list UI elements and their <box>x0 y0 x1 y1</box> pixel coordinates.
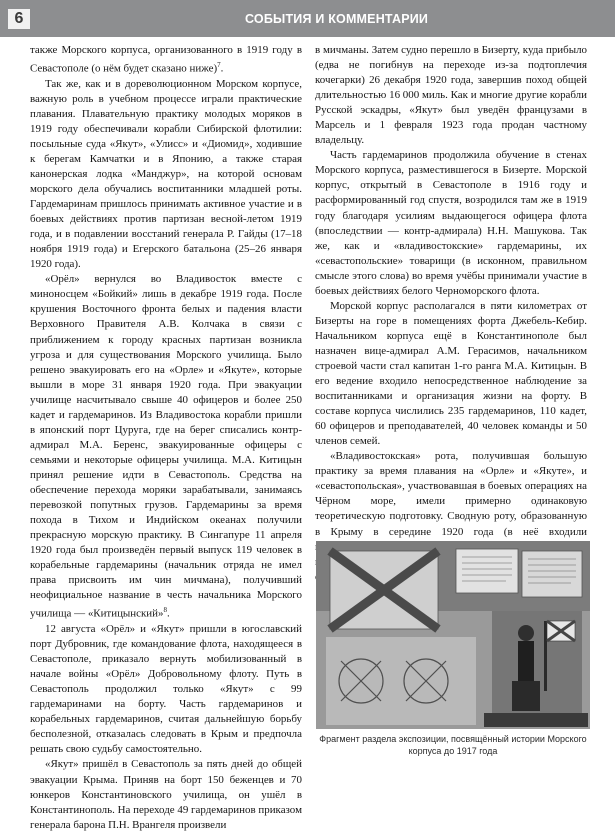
page-number: 6 <box>8 9 30 29</box>
exhibition-photo <box>316 541 590 729</box>
photo-caption: Фрагмент раздела экспозиции, посвящённый истории Морского корпуса до 1917 года <box>319 734 587 756</box>
punctuation: . <box>166 608 170 621</box>
paragraph: Часть гардемаринов продолжила обучение в стенах Морского корпуса, разместившегося в Бизерте. Морской корпус, открытый в Севастополе в 1916 году и расформированный год спустя, возродился там же в 1919 году благодаря усилиям выдающегося офицера флота (впоследствии — контр-адмирала) Н.Н. Машукова. Так же, как и «владивостокские» гардемарины, их «севастопольские» товарищи (в исконном, правильном смысле этого слова) во время учёбы принимали участие в боевых действиях белого Черноморского флота. <box>315 149 587 297</box>
footnote-ref: 8 <box>163 606 167 615</box>
paragraph: «Владивостокская» рота, получившая большую практику за время плавания на «Орле» и «Якуте», и «севастопольская», участвовавшая в боевых операциях на Чёрном море, имели примерно одинаковую теоретическую подготовку. Сводную роту, образованную в Крыму в середине 1920 года (в неё входили <box>315 450 587 538</box>
paragraph <box>30 43 302 77</box>
paragraph: «Якут» пришёл в Севастополь за пять дней до общей эвакуации Крыма. Приняв на борт 150 беженцев и 70 юнкеров Константиновского училища, он ушёл в Константинополь. На переходе 49 гардемаринов приказом генерала барона П.Н. Врангеля произвели <box>30 758 302 831</box>
paragraph-text: также Морского корпуса, организованного в 1919 году в Севастополе (о нём будет сказано ниже) <box>30 44 302 75</box>
paragraph-text: «Орёл» вернулся во Владивосток вместе с миноносцем «Бойкий» лишь в декабре 1919 года. После крушения Восточного фронта белых и падения власти Верховного Правителя А.В. Колчака в связи с приближением к городу красных партизан возникла угроза и для существования Морского училища. Было решено эвакуировать его на «Орле» и «Якуте», которые вышли в море 31 января 1920 года. При эвакуации училище насчитывало свыше 40 офицеров и более 250 кадет и гардемаринов. Из Владивостока корабли пришли в японский порт Цуруга, где на берег списались контр-адмирал М.А. Беренс, эвакуированные офицеры с семьями и некоторые офицеры училища. М.А. Китицын принял решение идти в Севастополь. Средства на обеспечение перехода моряки зарабатывали, занимаясь перевозкой попутных грузов. Гардемарины за время похода в Тихом и Индийском океанах получили прекрасную морскую практику. В Сингапуре 11 апреля 1920 года был произведён первый выпуск 119 человек в корабельные гардемарины (начальник отряда не имел права присвоить им чин мичмана), получивший неофициальное название в честь начальника Морского училища — «Китицынский» <box>30 273 302 621</box>
paragraph: Так же, как и в дореволюционном Морском корпусе, важную роль в учебном процессе играли практические плавания. Плавательную практику молодых моряков в 1919 году обеспечивали корабли Сибирской флотилии: посыльные суда «Якут», «Улисс» и «Диомид», ходившие к берегам Камчатки и в Японию, а также старая канонерская лодка «Манджур», на которой основам морского дела обучались воспитанники младшей роты. Гардемаринам пришлось принимать активное участие и в боевых действиях против партизан весной-летом 1919 года, и в подавлении восстаний генерала Р. Гайды (17–18 ноября 1919 года) и Егерского батальона (25–26 января 1920 года). <box>30 77 302 271</box>
footnote-ref: 7 <box>217 61 221 70</box>
paragraph <box>30 272 302 622</box>
right-column <box>315 43 587 538</box>
paragraph: в мичманы. Затем судно перешло в Бизерту, куда прибыло (едва не погибнув на переходе из-за подтоплечия кочегарки) 26 декабря 1920 года, завершив поход общей длительностью 16 000 миль. Как и многие другие корабли Русской эскадры, «Якут» был уведён французами в Марсель и 1 февраля 1923 года продан частному владельцу. <box>315 44 587 147</box>
section-title: СОБЫТИЯ И КОММЕНТАРИИ <box>245 12 429 26</box>
paragraph: 12 августа «Орёл» и «Якут» пришли в югославский порт Дубровник, где командование флота, находящееся в Севастополе, приказало вернуть мобилизованный в начале войны «Орёл» Добровольному флоту. Путь в Севастополь продолжил только «Якут» с 99 гардемаринами на борту. Часть гардемаринов и корабельных гардемаринов, считая дальнейшую борьбу бесполезной, отказалась следовать в Крым и предпочла решать свою судьбу самостоятельно. <box>30 623 302 756</box>
punctuation: . <box>220 62 224 75</box>
page-header <box>0 0 615 37</box>
photo-illustration <box>316 541 590 729</box>
left-column <box>30 43 302 831</box>
paragraph: Морской корпус располагался в пяти километрах от Бизерты на горе в помещениях форта Джебель-Кебир. Начальником корпуса ещё в Константинополе был назначен вице-адмирал А.М. Герасимов, начальником строевой части стал капитан 1-го ранга М.А. Китицын. В его ведение входило непосредственное наблюдение за воспитанниками и организация жизни на форту. В составе корпуса числились 235 гардемаринов, 110 кадет, 60 офицеров и преподавателей, 40 человек команды и 50 членов семей. <box>315 299 587 448</box>
